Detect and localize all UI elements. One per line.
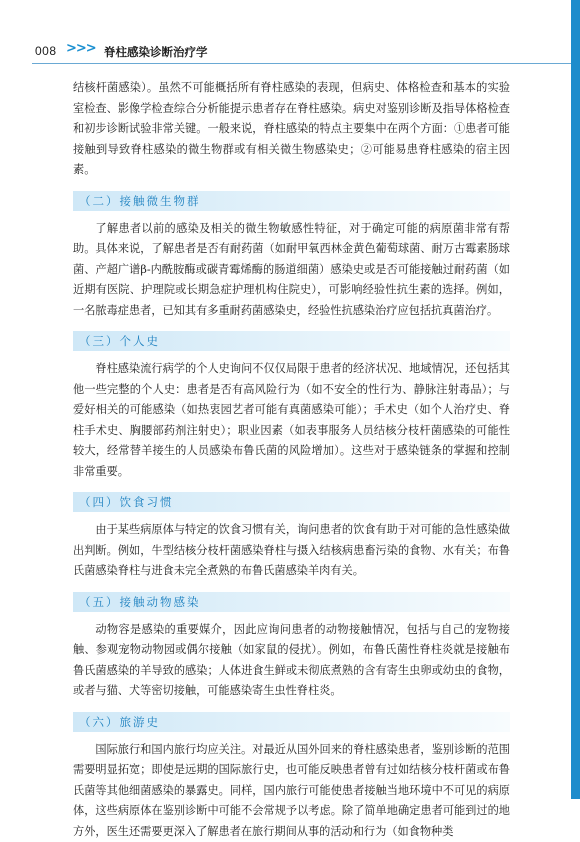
header-divider xyxy=(32,63,580,64)
paragraph: 了解患者以前的感染及相关的微生物敏感性特征，对于确定可能的病原菌非常有帮助。具体来说，了解患者是否有耐药菌（如耐甲氧西林金黄色葡萄球菌、耐万古霉素肠球菌、产超广谱β-内酰胺酶或碳青霉烯酶的肠道细菌）感染史或是否可能接触过耐药菌（如近期有医院、护理院或长期急症护理机构住院史），可影响经验性抗生素的选择。例如，一名脓毒症患者，已知其有多重耐药菌感染史，经验性抗感染治疗应包括抗真菌治疗。 xyxy=(73,219,510,322)
paragraph: 脊柱感染流行病学的个人史询问不仅仅局限于患者的经济状况、地域情况，还包括其他一些完整的个人史：患者是否有高风险行为（如不安全的性行为、静脉注射毒品）；与爱好相关的可能感染（如热衷园艺者可能有真菌感染可能）；手术史（如个人治疗史、脊柱手术史、胸腰部药剂注射史）；职业因素（如表事服务人员结核分枝杆菌感染的可能性较大，经常替羊接生的人员感染布鲁氏菌的风险增加）。这些对于感染链条的掌握和控制非常重要。 xyxy=(73,359,510,482)
section-heading: （四）饮食习惯 xyxy=(73,492,510,512)
paragraph: 动物容是感染的重要媒介，因此应询问患者的动物接触情况，包括与自己的宠物接触、参观宠物动物园或偶尔接触（如家鼠的侵扰）。例如，布鲁氏菌性脊柱炎就是接触布鲁氏菌感染的羊导致的感染；人体进食生鲜或未彻底煮熟的含有寄生虫卵或幼虫的食物，或者与猫、犬等密切接触，可能感染寄生虫性脊柱炎。 xyxy=(73,620,510,702)
page-header xyxy=(0,0,580,70)
section-heading: （二）接触微生物群 xyxy=(73,191,510,211)
chapter-title: 脊柱感染诊断治疗学 xyxy=(104,44,208,60)
paragraph: 由于某些病原体与特定的饮食习惯有关，询问患者的饮食有助于对可能的急性感染做出判断。例如，牛型结核分枝杆菌感染脊柱与摄入结核病患畜污染的食物、水有关；布鲁氏菌感染脊柱与进食未完全煮熟的布鲁氏菌感染羊肉有关。 xyxy=(73,520,510,582)
paragraph: 国际旅行和国内旅行均应关注。对最近从国外回来的脊柱感染患者，鉴别诊断的范围需要明显拓宽；即使是远期的国际旅行史，也可能反映患者曾有过如结核分枝杆菌或布鲁氏菌等其他细菌感染的暴露史。同样，国内旅行可能使患者接触当地环境中不可见的病原体，这些病原体在鉴别诊断中可能不会常规予以考虑。除了简单地确定患者可能到过的地方外，医生还需要更深入了解患者在旅行期间从事的活动和行为（如食物种类 xyxy=(73,740,510,842)
chevron-right-icon: >>> xyxy=(66,41,96,56)
paragraph: 结核杆菌感染）。虽然不可能概括所有脊柱感染的表现，但病史、体格检查和基本的实验室检查、影像学检查综合分析能提示患者存在脊柱感染。病史对鉴别诊断及指导体格检查和初步诊断试验非常关键。一般来说，脊柱感染的特点主要集中在两个方面：①患者可能接触到导致脊柱感染的微生物群或有相关微生物感染史；②可能易患脊柱感染的宿主因素。 xyxy=(73,78,510,181)
page-body xyxy=(73,78,510,842)
page-number: 008 xyxy=(35,44,57,58)
section-heading: （六）旅游史 xyxy=(73,712,510,732)
side-color-bar xyxy=(571,0,580,799)
section-heading: （五）接触动物感染 xyxy=(73,592,510,612)
section-heading: （三）个人史 xyxy=(73,331,510,351)
